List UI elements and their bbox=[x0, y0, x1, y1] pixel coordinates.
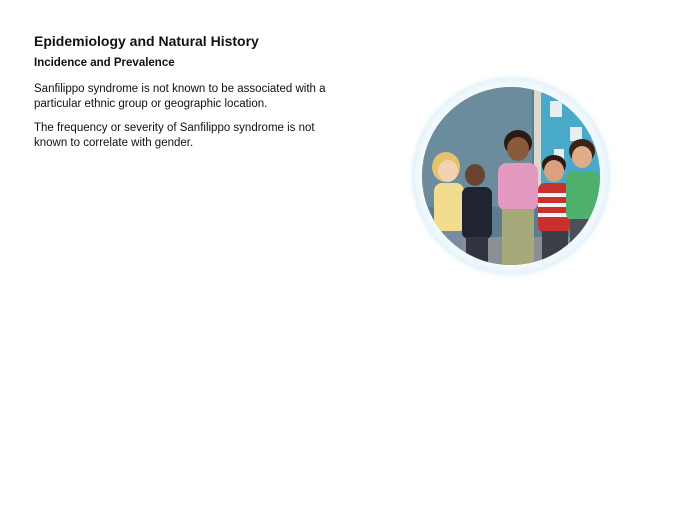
children-group-photo bbox=[422, 87, 600, 265]
section-subtitle: Incidence and Prevalence bbox=[34, 57, 175, 69]
children-photo-frame bbox=[414, 79, 608, 273]
page-title: Epidemiology and Natural History bbox=[34, 33, 259, 49]
children-illustration bbox=[422, 87, 600, 265]
paragraph-ethnicity: Sanfilippo syndrome is not known to be associated with a particular ethnic group or geographic location. bbox=[34, 83, 326, 110]
paragraph-gender: The frequency or severity of Sanfilippo syndrome is not known to correlate with gender. bbox=[34, 122, 315, 149]
